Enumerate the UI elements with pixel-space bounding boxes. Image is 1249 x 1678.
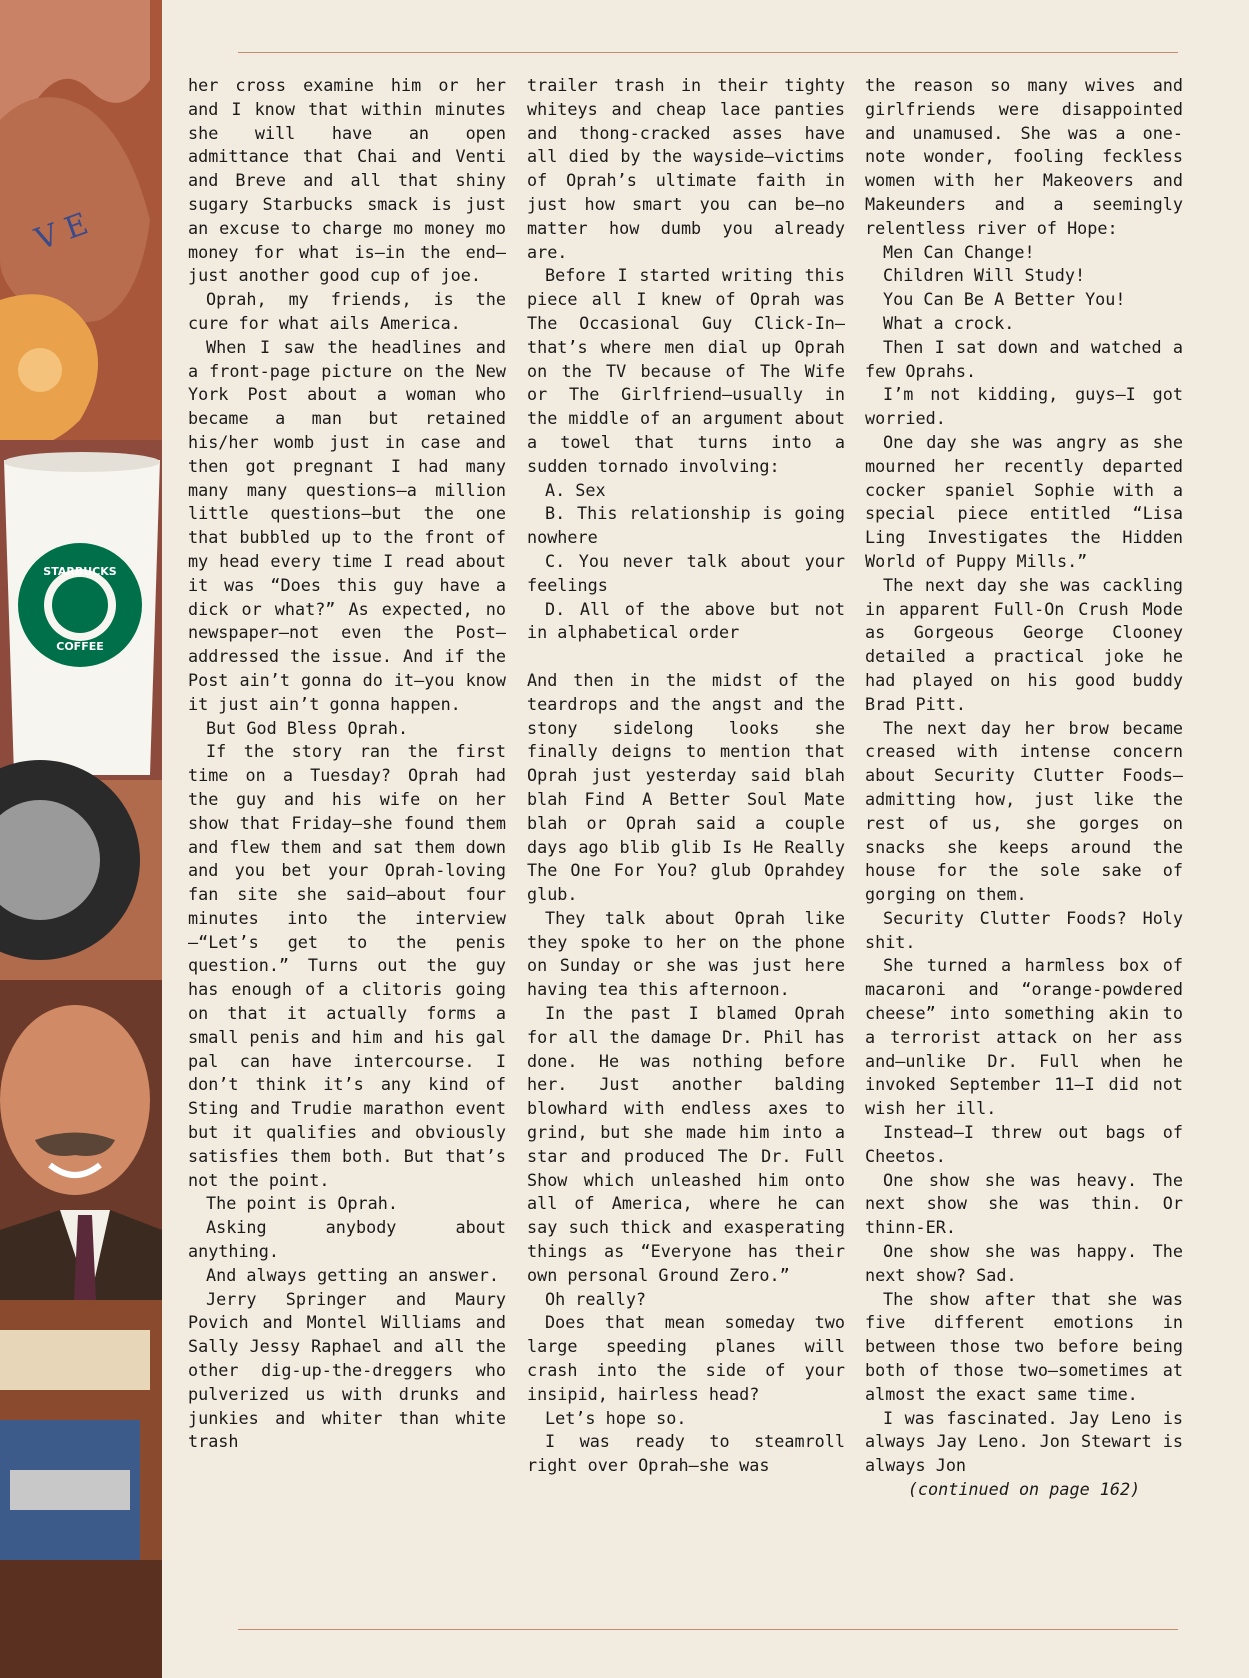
paragraph: Instead—I threw out bags of Cheetos. xyxy=(865,1122,1183,1166)
article-column-2 xyxy=(527,74,845,1478)
list-item: You Can Be A Better You! xyxy=(883,289,1126,310)
cup-brand: STARBUCKS xyxy=(43,565,117,578)
knuckle-letter-v: V E xyxy=(30,206,93,258)
paragraph: Asking anybody about anything. xyxy=(188,1217,506,1262)
list-item: B. This relationship is going nowhere xyxy=(527,503,845,548)
paragraph: her cross examine him or her and I know that within minutes she will have an open admittance that Chai and Venti and Breve and all that shiny sugary Starbucks smack is just an excuse to charge mo money mo money for what is—in the end—just another good cup of joe. xyxy=(188,75,506,286)
paragraph: Then I sat down and watched a few Oprahs. xyxy=(865,336,1183,381)
paragraph: One show she was heavy. The next show she was thin. Or thinn-ER. xyxy=(865,1169,1183,1238)
paragraph: Jerry Springer and Maury Povich and Montel Williams and Sally Jessy Raphael and all the other dig-up-the-dreggers who pulverized us with drunks and junkies and whiter than white trash xyxy=(188,1288,506,1452)
paragraph: trailer trash in their tighty whiteys and cheap lace panties and thong-cracked asses have all died by the wayside—victims of Oprah’s ultimate faith in just how smart you can be—no matter how dumb you already are. xyxy=(527,75,845,262)
car-grille xyxy=(10,1470,130,1510)
list-item: Children Will Study! xyxy=(883,265,1086,286)
list-item: A. Sex xyxy=(545,479,606,500)
paragraph: If the story ran the first time on a Tuesday? Oprah had the guy and his wife on her show that Friday—she found them and flew them and sat them down and you bet your Oprah-loving fan site she said—about four minutes into the interview—“Let’s get to the penis question.” Turns out the guy has enough of a clitoris going on that it actually forms a small penis and him and his gal pal can have intercourse. I don’t think it’s any kind of Sting and Trudie marathon event but it qualifies and obviously satisfies them both. But that’s not the point. xyxy=(188,741,506,1190)
paragraph: In the past I blamed Oprah for all the damage Dr. Phil has done. He was nothing before her. Just another balding blowhard with endless axes to grind, but she made him into a star and produced The Dr. Full Show which unleashed him onto all of America, where he can say such thick and exasperating things as “Everyone has their own personal Ground Zero.” xyxy=(527,1003,845,1285)
paragraph: Oprah, my friends, is the cure for what ails America. xyxy=(188,289,506,333)
list-item: D. All of the above but not in alphabetical order xyxy=(527,598,845,643)
cup-word: COFFEE xyxy=(56,640,104,653)
paragraph: I was ready to steamroll right over Oprah—she was xyxy=(527,1431,845,1476)
donut-glaze xyxy=(18,348,62,392)
paragraph: The show after that she was five different emotions in between those two before being both of those two—sometimes at almost the exact same time. xyxy=(865,1288,1183,1404)
top-rule xyxy=(238,52,1178,53)
paragraph: Security Clutter Foods? Holy shit. xyxy=(865,907,1183,952)
siren xyxy=(52,577,108,633)
paragraph: When I saw the headlines and a front-page picture on the New York Post about a woman who became a man but retained his/her womb just in case and then got pregnant I had many many many questions—a million little questions—but the one that bubbled up to the front of my head every time I read about it was “Does this guy have a dick or what?” As expected, no newspaper—not even the Post—addressed the issue. And if the Post ain’t gonna do it—you know it just ain’t gonna happen. xyxy=(188,336,506,714)
paragraph: The next day she was cackling in apparent Full-On Crush Mode as Gorgeous George Clooney detailed a practical joke he had played on his good buddy Brad Pitt. xyxy=(865,574,1183,714)
paragraph: I was fascinated. Jay Leno is always Jay Leno. Jon Stewart is always Jon xyxy=(865,1407,1183,1476)
continued-on-link[interactable]: (continued on page 162) xyxy=(907,1479,1141,1500)
article-column-3 xyxy=(865,74,1183,1502)
collage-bg-end xyxy=(0,1560,162,1678)
list-item: Men Can Change! xyxy=(883,241,1035,262)
paragraph: They talk about Oprah like they spoke to her on the phone on Sunday or she was just here having tea this afternoon. xyxy=(527,907,845,1000)
paragraph: She turned a harmless box of macaroni and “orange-powdered cheese” into something akin to a terrorist attack on her ass and—unlike Dr. Full when he invoked September 11—I did not wish her ill. xyxy=(865,955,1183,1119)
paragraph: Let’s hope so. xyxy=(545,1407,687,1428)
paragraph: But God Bless Oprah. xyxy=(206,717,409,738)
paragraph: What a crock. xyxy=(883,312,1015,333)
paragraph: One day she was angry as she mourned her recently departed cocker spaniel Sophie with a special piece entitled “Lisa Ling Investigates the Hidden World of Puppy Mills.” xyxy=(865,431,1183,571)
paragraph: I’m not kidding, guys—I got worried. xyxy=(865,384,1183,429)
paragraph: The point is Oprah. xyxy=(206,1193,398,1214)
paragraph: And then in the midst of the teardrops and the angst and the stony sidelong looks she finally deigns to mention that Oprah just yesterday said blah blah Find A Better Soul Mate blah or Oprah said a couple days ago blib glib Is He Really The One For You? glub Oprahdey glub. xyxy=(527,669,845,905)
photo-collage xyxy=(0,0,162,1678)
bottom-rule xyxy=(238,1629,1178,1630)
list-item: C. You never talk about your feelings xyxy=(527,550,845,595)
paragraph: One show she was happy. The next show? Sad. xyxy=(865,1241,1183,1285)
box-label xyxy=(0,1330,150,1390)
paragraph: The next day her brow became creased with intense concern about Security Clutter Foods—admitting how, just like the rest of us, she gorges on snacks she keeps around the house for the sole sake of gorging on them. xyxy=(865,717,1183,905)
face xyxy=(0,1005,150,1195)
article-column-1 xyxy=(188,74,506,1454)
paragraph: Oh really? xyxy=(545,1288,647,1309)
paragraph: And always getting an answer. xyxy=(206,1264,499,1285)
paragraph: Before I started writing this piece all I knew of Oprah was The Occasional Guy Click-In—that’s where men dial up Oprah on the TV because of The Wife or The Girlfriend—usually in the middle of an argument about a towel that turns into a sudden tornado involving: xyxy=(527,265,845,476)
paragraph: Does that mean someday two large speeding planes will crash into the side of your insipid, hairless head? xyxy=(527,1312,845,1404)
paragraph: the reason so many wives and girlfriends were disappointed and unamused. She was a one-note wonder, fooling feckless women with her Makeovers and Makeunders and a seemingly relentless river of Hope: xyxy=(865,75,1183,238)
collage-art xyxy=(0,0,162,1678)
cup-rim xyxy=(4,452,160,472)
